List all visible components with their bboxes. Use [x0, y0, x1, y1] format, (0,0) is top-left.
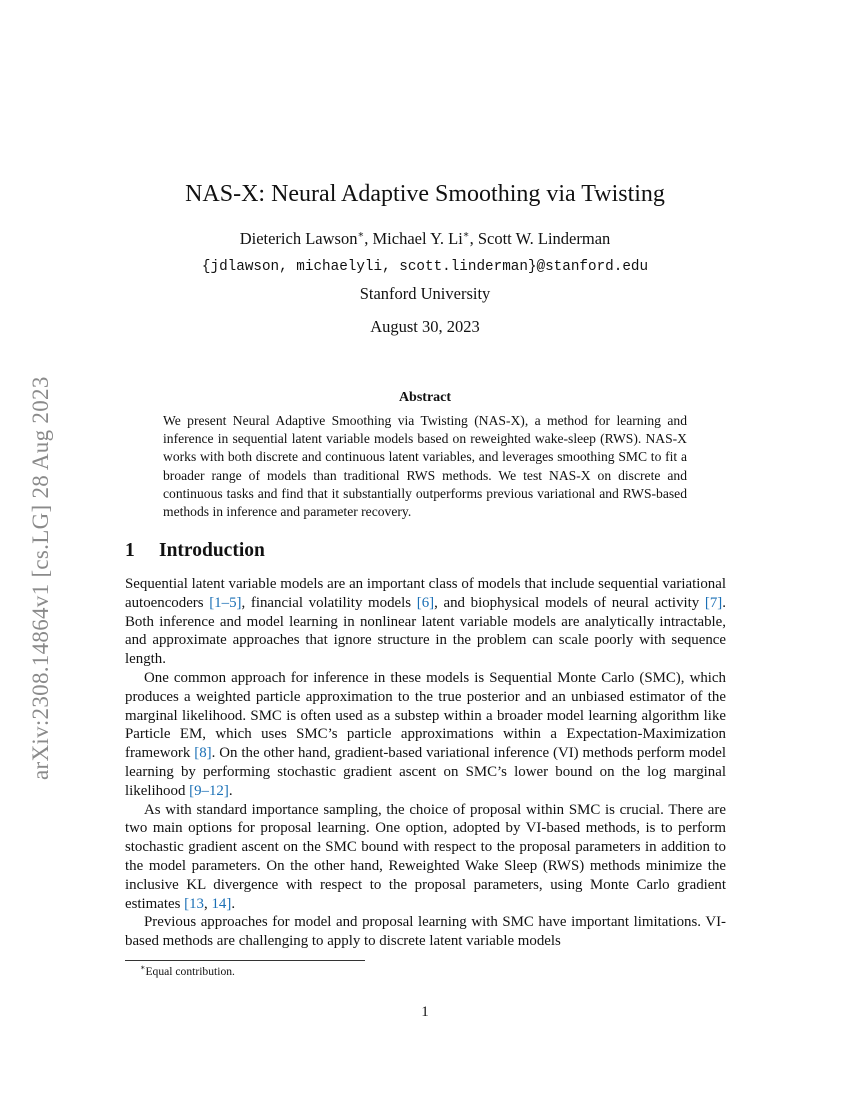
arxiv-identifier-text: arXiv:2308.14864v1 [cs.LG] 28 Aug 2023	[28, 376, 53, 780]
paragraph-text: Sequential latent variable models are an important class of models that include sequential variational autoencoders	[125, 576, 726, 611]
paragraph	[125, 913, 726, 951]
author-name: Scott W. Linderman	[477, 229, 611, 248]
author-emails: {jdlawson, michaelyli, scott.linderman}@stanford.edu	[201, 259, 649, 275]
paper-date: August 30, 2023	[370, 317, 480, 336]
citation-link[interactable]: 14]	[211, 895, 232, 912]
author-affiliation: Stanford University	[359, 284, 491, 303]
section-title: Introduction	[159, 540, 265, 561]
paragraph-text: One common approach for inference in these models is Sequential Monte Carlo (SMC), which produces a weighted particle approximation to the true posterior and an unbiased estimator of the marginal likelihood. SMC is often used as a substep within a broader model learning algorithm like Particle EM, which uses SMC’s particle approximations within a Expectation-Maximization framework	[125, 669, 726, 762]
paragraph-text: Previous approaches for model and proposal learning with SMC have important limitations. VI-based methods are challenging to apply to discrete latent variable models	[125, 914, 726, 950]
author-name: Michael Y. Li	[372, 229, 463, 248]
citation-link[interactable]: [6]	[416, 594, 435, 611]
equal-contribution-mark: ∗	[462, 229, 470, 241]
citation-link[interactable]: [8]	[194, 745, 212, 762]
paragraph-text: , financial volatility models	[241, 594, 417, 611]
citation-link[interactable]: [1–5]	[209, 594, 242, 611]
section-number: 1	[125, 540, 135, 561]
abstract-heading: Abstract	[398, 390, 452, 405]
paragraph-text: .	[231, 895, 236, 912]
arxiv-identifier-stamp[interactable]	[18, 290, 58, 780]
footnote-text: Equal contribution.	[145, 965, 235, 978]
paragraph	[125, 801, 726, 914]
paragraph-text: As with standard importance sampling, the choice of proposal within SMC is crucial. There are two main options for proposal learning. One option, adopted by VI-based methods, is to perform stochastic gradient ascent on the SMC bound with respect to the proposal parameters in addition to the model parameters. On the other hand, Reweighted Wake Sleep (RWS) methods minimize the inclusive KL divergence with respect to the proposal parameters, using Monte Carlo gradient estimates	[125, 801, 726, 912]
author-name: Dieterich Lawson	[239, 229, 358, 248]
paragraph-text: . On the other hand, gradient-based variational inference (VI) methods perform model learning by performing stochastic gradient ascent on SMC’s lower bound on the log marginal likelihood	[125, 745, 726, 799]
author-list: Dieterich Lawson∗, Michael Y. Li∗, Scott W. Linderman	[239, 229, 611, 248]
citation-link[interactable]: [13	[184, 895, 204, 912]
paragraph-text: ,	[204, 895, 212, 912]
footnote-divider	[125, 960, 365, 961]
abstract-body: We present Neural Adaptive Smoothing via Twisting (NAS-X), a method for learning and inference in sequential latent variable models based on reweighted wake-sleep (RWS). NAS-X works with both discrete and continuous latent variables, and leverages smoothing SMC to fit a broader range of models than traditional RWS methods. We test NAS-X on discrete and continuous tasks and find that it substantially outperforms previous variational and RWS-based methods in inference and parameter recovery.	[163, 413, 687, 520]
equal-contribution-mark: ∗	[357, 229, 365, 241]
paragraph	[125, 575, 726, 669]
citation-link[interactable]: [7]	[704, 594, 723, 611]
paragraph-text: .	[228, 782, 233, 799]
footnote-mark: ∗	[140, 963, 146, 973]
paragraph-text: . Both inference and model learning in nonlinear latent variable models are analytically intractable, and approximate approaches that ignore structure in the problem can scale poorly with sequence length.	[125, 594, 727, 668]
paragraph	[125, 669, 726, 801]
paper-title: NAS-X: Neural Adaptive Smoothing via Twisting	[185, 181, 665, 207]
citation-link[interactable]: [9–12]	[189, 782, 229, 799]
paragraph-text: , and biophysical models of neural activity	[434, 594, 705, 611]
section-heading	[125, 538, 265, 564]
section-body	[125, 575, 726, 951]
footnote	[140, 964, 235, 979]
page-number: 1	[421, 1004, 429, 1020]
